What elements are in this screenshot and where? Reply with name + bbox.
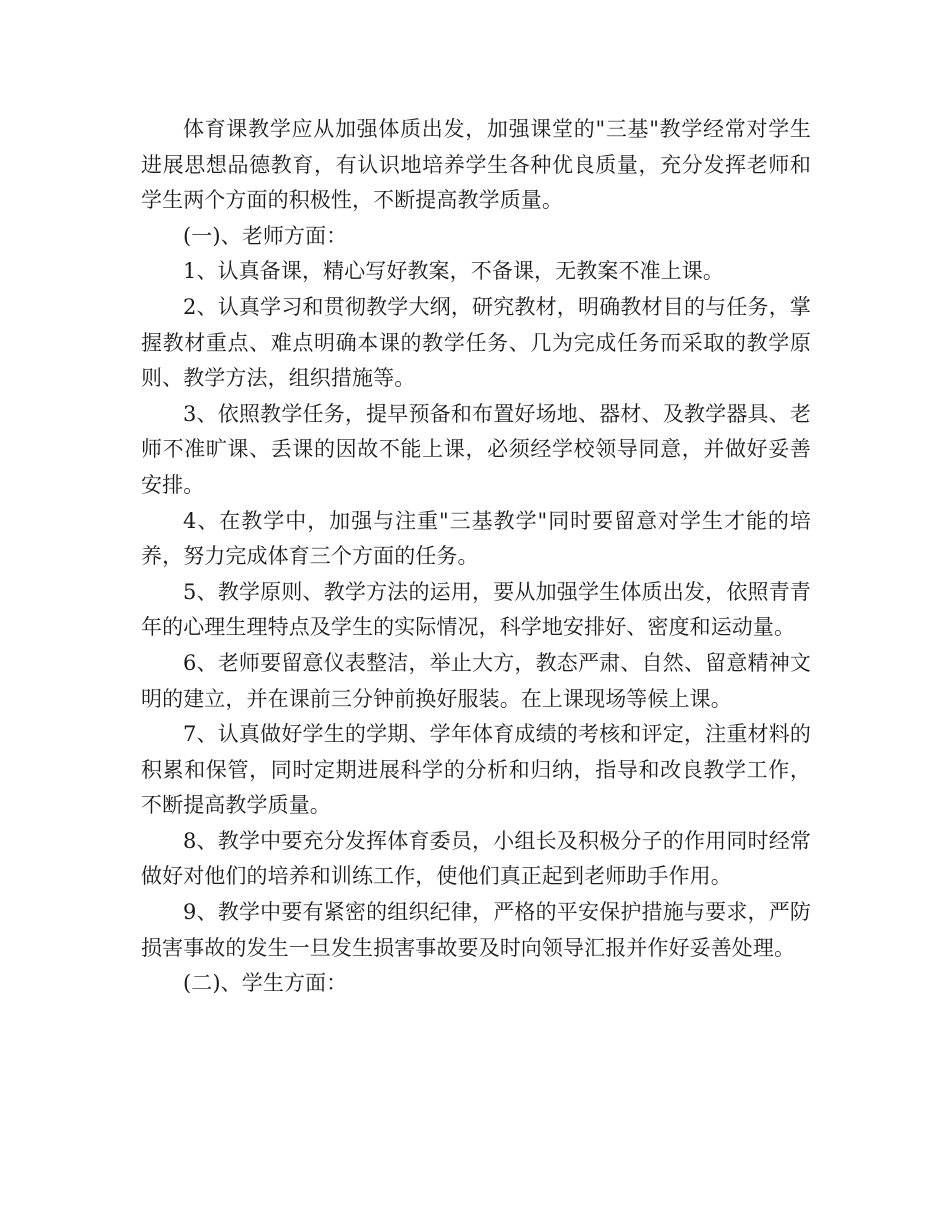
rule-item-8: 8、教学中要充分发挥体育委员，小组长及积极分子的作用同时经常做好对他们的培养和训练工作，使他们真正起到老师助手作用。: [141, 828, 811, 889]
rule-item-2: 2、认真学习和贯彻教学大纲，研究教材，明确教材目的与任务，掌握教材重点、难点明确本课的教学任务、几为完成任务而采取的教学原则、教学方法，组织措施等。: [141, 294, 811, 391]
document-body: [141, 112, 811, 1002]
rule-item-1: 1、认真备课，精心写好教案，不备课，无教案不准上课。: [183, 259, 724, 284]
section-heading-student: (二)、学生方面：: [183, 971, 348, 996]
rule-item-9: 9、教学中要有紧密的组织纪律，严格的平安保护措施与要求，严防损害事故的发生一旦发生损害事故要及时向领导汇报并作好妥善处理。: [141, 900, 811, 960]
rule-item-4: 4、在教学中，加强与注重"三基教学"同时要留意对学生才能的培养，努力完成体育三个方面的任务。: [141, 508, 811, 569]
rule-item-5: 5、教学原则、教学方法的运用，要从加强学生体质出发，依照青青年的心理生理特点及学生的实际情况，科学地安排好、密度和运动量。: [141, 579, 811, 640]
rule-item-7: 7、认真做好学生的学期、学年体育成绩的考核和评定，注重材料的积累和保管，同时定期进展科学的分析和归纳，指导和改良教学工作，不断提高教学质量。: [141, 722, 811, 818]
rule-item-3: 3、依照教学任务，提早预备和布置好场地、器材、及教学器具、老师不准旷课、丢课的因故不能上课，必须经学校领导同意，并做好妥善安排。: [141, 401, 811, 497]
intro-paragraph: 体育课教学应从加强体质出发，加强课堂的"三基"教学经常对学生进展思想品德教育，有认识地培养学生各种优良质量，充分发挥老师和学生两个方面的积极性，不断提高教学质量。: [141, 117, 811, 213]
rule-item-6: 6、老师要留意仪表整洁，举止大方，教态严肃、自然、留意精神文明的建立，并在课前三分钟前换好服装。在上课现场等候上课。: [141, 650, 811, 711]
section-heading-teacher: (一)、老师方面：: [183, 223, 348, 248]
